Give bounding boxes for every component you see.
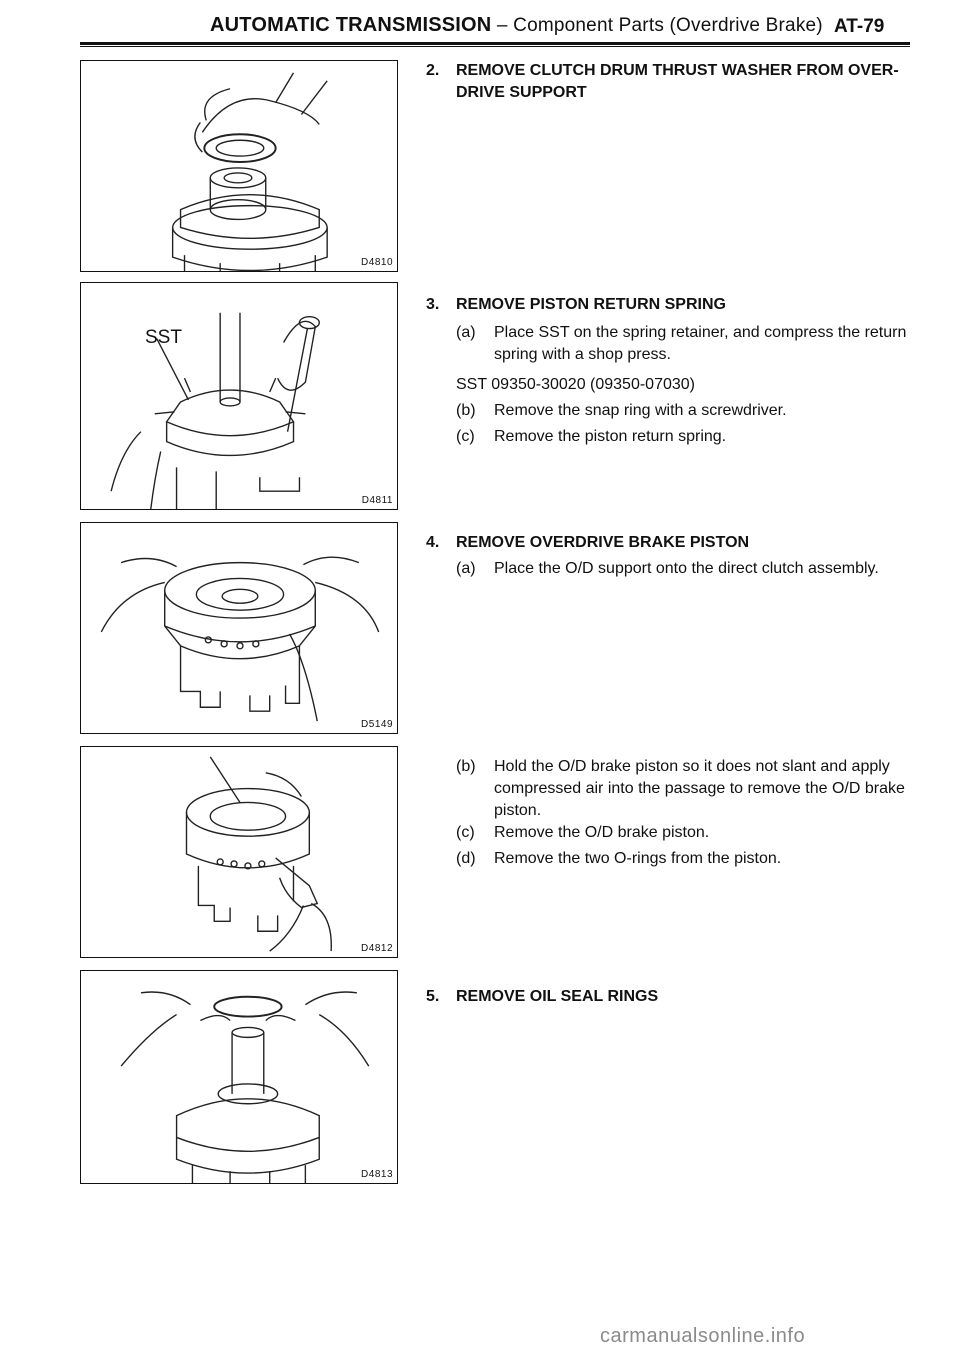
step-number: 2. <box>426 62 440 79</box>
thrust-washer-illustration <box>81 61 397 271</box>
return-spring-illustration <box>81 283 397 509</box>
item-letter: (d) <box>456 850 476 867</box>
item-text: Place SST on the spring retainer, and compress the return spring with a shop press. <box>494 324 907 363</box>
step-number: 5. <box>426 988 440 1005</box>
figure-return-spring <box>80 282 398 510</box>
step-heading: REMOVE OVERDRIVE BRAKE PISTON <box>456 534 750 551</box>
sst-label: SST <box>145 327 182 348</box>
watermark: carmanualsonline.info <box>600 1325 806 1347</box>
item-letter: (a) <box>456 324 476 341</box>
od-support-illustration <box>81 523 397 733</box>
figure-code: D4811 <box>361 495 393 506</box>
page-number: AT-79 <box>834 16 885 37</box>
item-letter: (b) <box>456 758 476 775</box>
page-title <box>210 14 823 37</box>
item-letter: (c) <box>456 428 475 445</box>
step-heading: REMOVE CLUTCH DRUM THRUST WASHER FROM OVER-DRIVE SUPPORT <box>456 62 899 101</box>
item-text: Hold the O/D brake piston so it does not slant and apply compressed air into the passage to remove the O/D brake piston. <box>494 758 905 819</box>
sst-number: SST 09350-30020 (09350-07030) <box>456 376 695 393</box>
title-main: AUTOMATIC TRANSMISSION <box>210 14 492 36</box>
item-letter: (b) <box>456 402 476 419</box>
item-text: Remove the two O-rings from the piston. <box>494 850 782 867</box>
item-text: Remove the snap ring with a screwdriver. <box>494 402 787 419</box>
header-rule <box>80 42 910 45</box>
page-header <box>0 0 960 50</box>
figure-code: D4810 <box>361 257 393 268</box>
compressed-air-illustration <box>81 747 397 957</box>
header-rule-thin <box>80 46 910 47</box>
item-text: Remove the O/D brake piston. <box>494 824 710 841</box>
step-number: 4. <box>426 534 440 551</box>
step-heading: REMOVE PISTON RETURN SPRING <box>456 296 726 313</box>
oil-seal-rings-illustration <box>81 971 397 1183</box>
figure-code: D4813 <box>361 1169 393 1180</box>
figure-compressed-air <box>80 746 398 958</box>
item-text: Remove the piston return spring. <box>494 428 727 445</box>
item-letter: (c) <box>456 824 475 841</box>
figure-thrust-washer <box>80 60 398 272</box>
title-sub: – Component Parts (Overdrive Brake) <box>491 15 823 36</box>
item-letter: (a) <box>456 560 476 577</box>
figure-oil-seal-rings <box>80 970 398 1184</box>
item-text: Place the O/D support onto the direct clutch assembly. <box>494 560 879 577</box>
figure-code: D5149 <box>361 719 393 730</box>
figure-code: D4812 <box>361 943 393 954</box>
figure-od-support-placement <box>80 522 398 734</box>
step-heading: REMOVE OIL SEAL RINGS <box>456 988 659 1005</box>
step-number: 3. <box>426 296 440 313</box>
